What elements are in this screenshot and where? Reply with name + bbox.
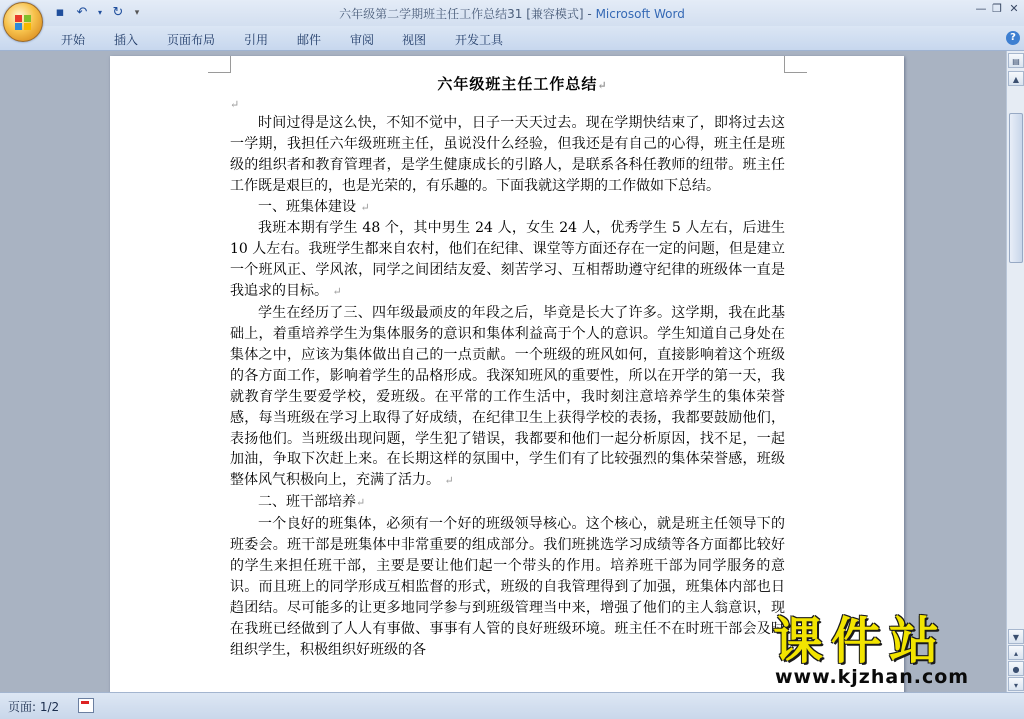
customize-qat-icon[interactable]: ▾ (134, 8, 140, 18)
undo-icon[interactable]: ↶ (76, 5, 88, 20)
scroll-down-icon[interactable]: ▼ (1008, 629, 1024, 644)
ribbon-tabs (0, 26, 1024, 51)
title-bar (0, 0, 1024, 26)
paragraph: 时间过得是这么快，不知不觉中，日子一天天过去。现在学期快结束了，即将过去这一学期，我担任六年级班班主任，虽说没什么经验，但我还是有自己的心得，班主任是班级的组织者和教育管理者，是学生健康成长的引路人，是联系各科任教师的纽带。班主任工作既是艰巨的，也是光荣的，有乐趣的。下面我就这学期的工作做如下总结。 (230, 114, 785, 194)
document-name: 六年级第二学期班主任工作总结31 [兼容模式] (339, 7, 584, 21)
document-area (0, 51, 1006, 692)
watermark-logo (773, 614, 1013, 694)
scroll-thumb[interactable] (1009, 113, 1023, 263)
tab-review[interactable]: 审阅 (350, 33, 375, 47)
paragraph: 学生在经历了三、四年级最顽皮的年段之后，毕竟是长大了许多。这学期，我在此基础上，着重培养学生为集体服务的意识和集体利益高于个人的意识。学生知道自己身处在集体之中，应该为集体做出自己的一点贡献。一个班级的班风如何，直接影响着这个班级的各方面工作，影响着学生的品格形成。我深知班风的重要性，所以在开学的第一天，我就教育学生要爱学校，爱班级。在平常的工作生活中，我时刻注意培养学生的集体荣誉感，每当班级在学习上取得了好成绩，在纪律卫生上获得学校的表扬，我都要鼓励他们，表扬他们。当班级出现问题，学生犯了错误，我都要和他们一起分析原因，找不足，一起加油，争取下次赶上来。在长期这样的氛围中，学生们有了比较强烈的集体荣誉感，班级整体风气积极向上，充满了活力。 ↵ (230, 305, 785, 489)
tab-insert[interactable]: 插入 (114, 33, 139, 47)
page-count[interactable]: 页面: 1/2 (8, 700, 60, 714)
redo-icon[interactable]: ↻ (112, 5, 124, 20)
tab-references[interactable]: 引用 (244, 33, 269, 47)
document-body[interactable] (230, 74, 785, 660)
next-page-icon[interactable]: ▾ (1008, 677, 1024, 691)
restore-icon[interactable]: ❐ (992, 2, 1002, 15)
office-button[interactable] (3, 2, 43, 42)
paragraph: 一个良好的班集体，必须有一个好的班级领导核心。这个核心，就是班主任领导下的班委会。班干部是班集体中非常重要的组成部分。我们班挑选学习成绩等各方面都比较好的学生来担任班干部，主要是要让他们起一个带头的作用。培养班干部为同学服务的意识。而且班上的同学形成互相监督的形式，班级的自我管理得到了加强，班集体内部也日趋团结。尽可能多的让更多地同学参与到班级管理当中来，增强了他们的主人翁意识，现在我班已经做到了人人有事做、事事有人管的良好班级环境。班主任不在时班干部会及时组织学生，积极组织好班级的各 (230, 516, 785, 658)
app-name: Microsoft Word (595, 7, 685, 21)
watermark-url: www.kjzhan.com (775, 666, 970, 688)
tab-mailings[interactable]: 邮件 (297, 33, 322, 47)
tab-page-layout[interactable]: 页面布局 (167, 33, 216, 47)
browse-object-icon[interactable]: ● (1008, 661, 1024, 676)
document-page[interactable] (110, 56, 904, 692)
ruler-toggle-icon[interactable]: ▤ (1008, 53, 1024, 68)
paragraph: 我班本期有学生 48 个，其中男生 24 人，女生 24 人，优秀学生 5 人左右，后进生 10 人左右。我班学生都来自农村，他们在纪律、课堂等方面还存在一定的问题，但是建立一个班风正、学风浓，同学之间团结友爱、刻苦学习、互相帮助遵守纪律的班级体一直是我追求的目标。 ↵ (230, 220, 785, 300)
status-bar (0, 692, 1024, 719)
scroll-up-icon[interactable]: ▲ (1008, 71, 1024, 86)
crop-mark (208, 56, 231, 73)
proofing-icon[interactable] (78, 698, 94, 713)
save-icon[interactable]: ▪ (55, 5, 65, 20)
previous-page-icon[interactable]: ▴ (1008, 645, 1024, 660)
tab-developer[interactable]: 开发工具 (455, 33, 504, 47)
close-icon[interactable]: ✕ (1009, 2, 1019, 15)
watermark-text: 课件站 (773, 612, 947, 670)
minimize-icon[interactable]: — (975, 2, 987, 15)
window-title (0, 5, 1024, 22)
section-heading: 二、班干部培养↵ (258, 494, 366, 511)
tab-home[interactable]: 开始 (61, 33, 86, 47)
undo-dropdown-icon[interactable]: ▾ (97, 8, 102, 17)
office-logo-icon (13, 12, 33, 32)
help-icon[interactable]: ? (1006, 31, 1020, 45)
crop-mark (784, 56, 807, 73)
title-separator: - (583, 7, 596, 21)
document-title: 六年级班主任工作总结↵ (437, 75, 608, 93)
tab-view[interactable]: 视图 (402, 33, 427, 47)
empty-paragraph-mark: ↵ (230, 97, 240, 111)
vertical-scrollbar[interactable] (1006, 51, 1024, 692)
section-heading: 一、班集体建设 ↵ (258, 198, 370, 215)
